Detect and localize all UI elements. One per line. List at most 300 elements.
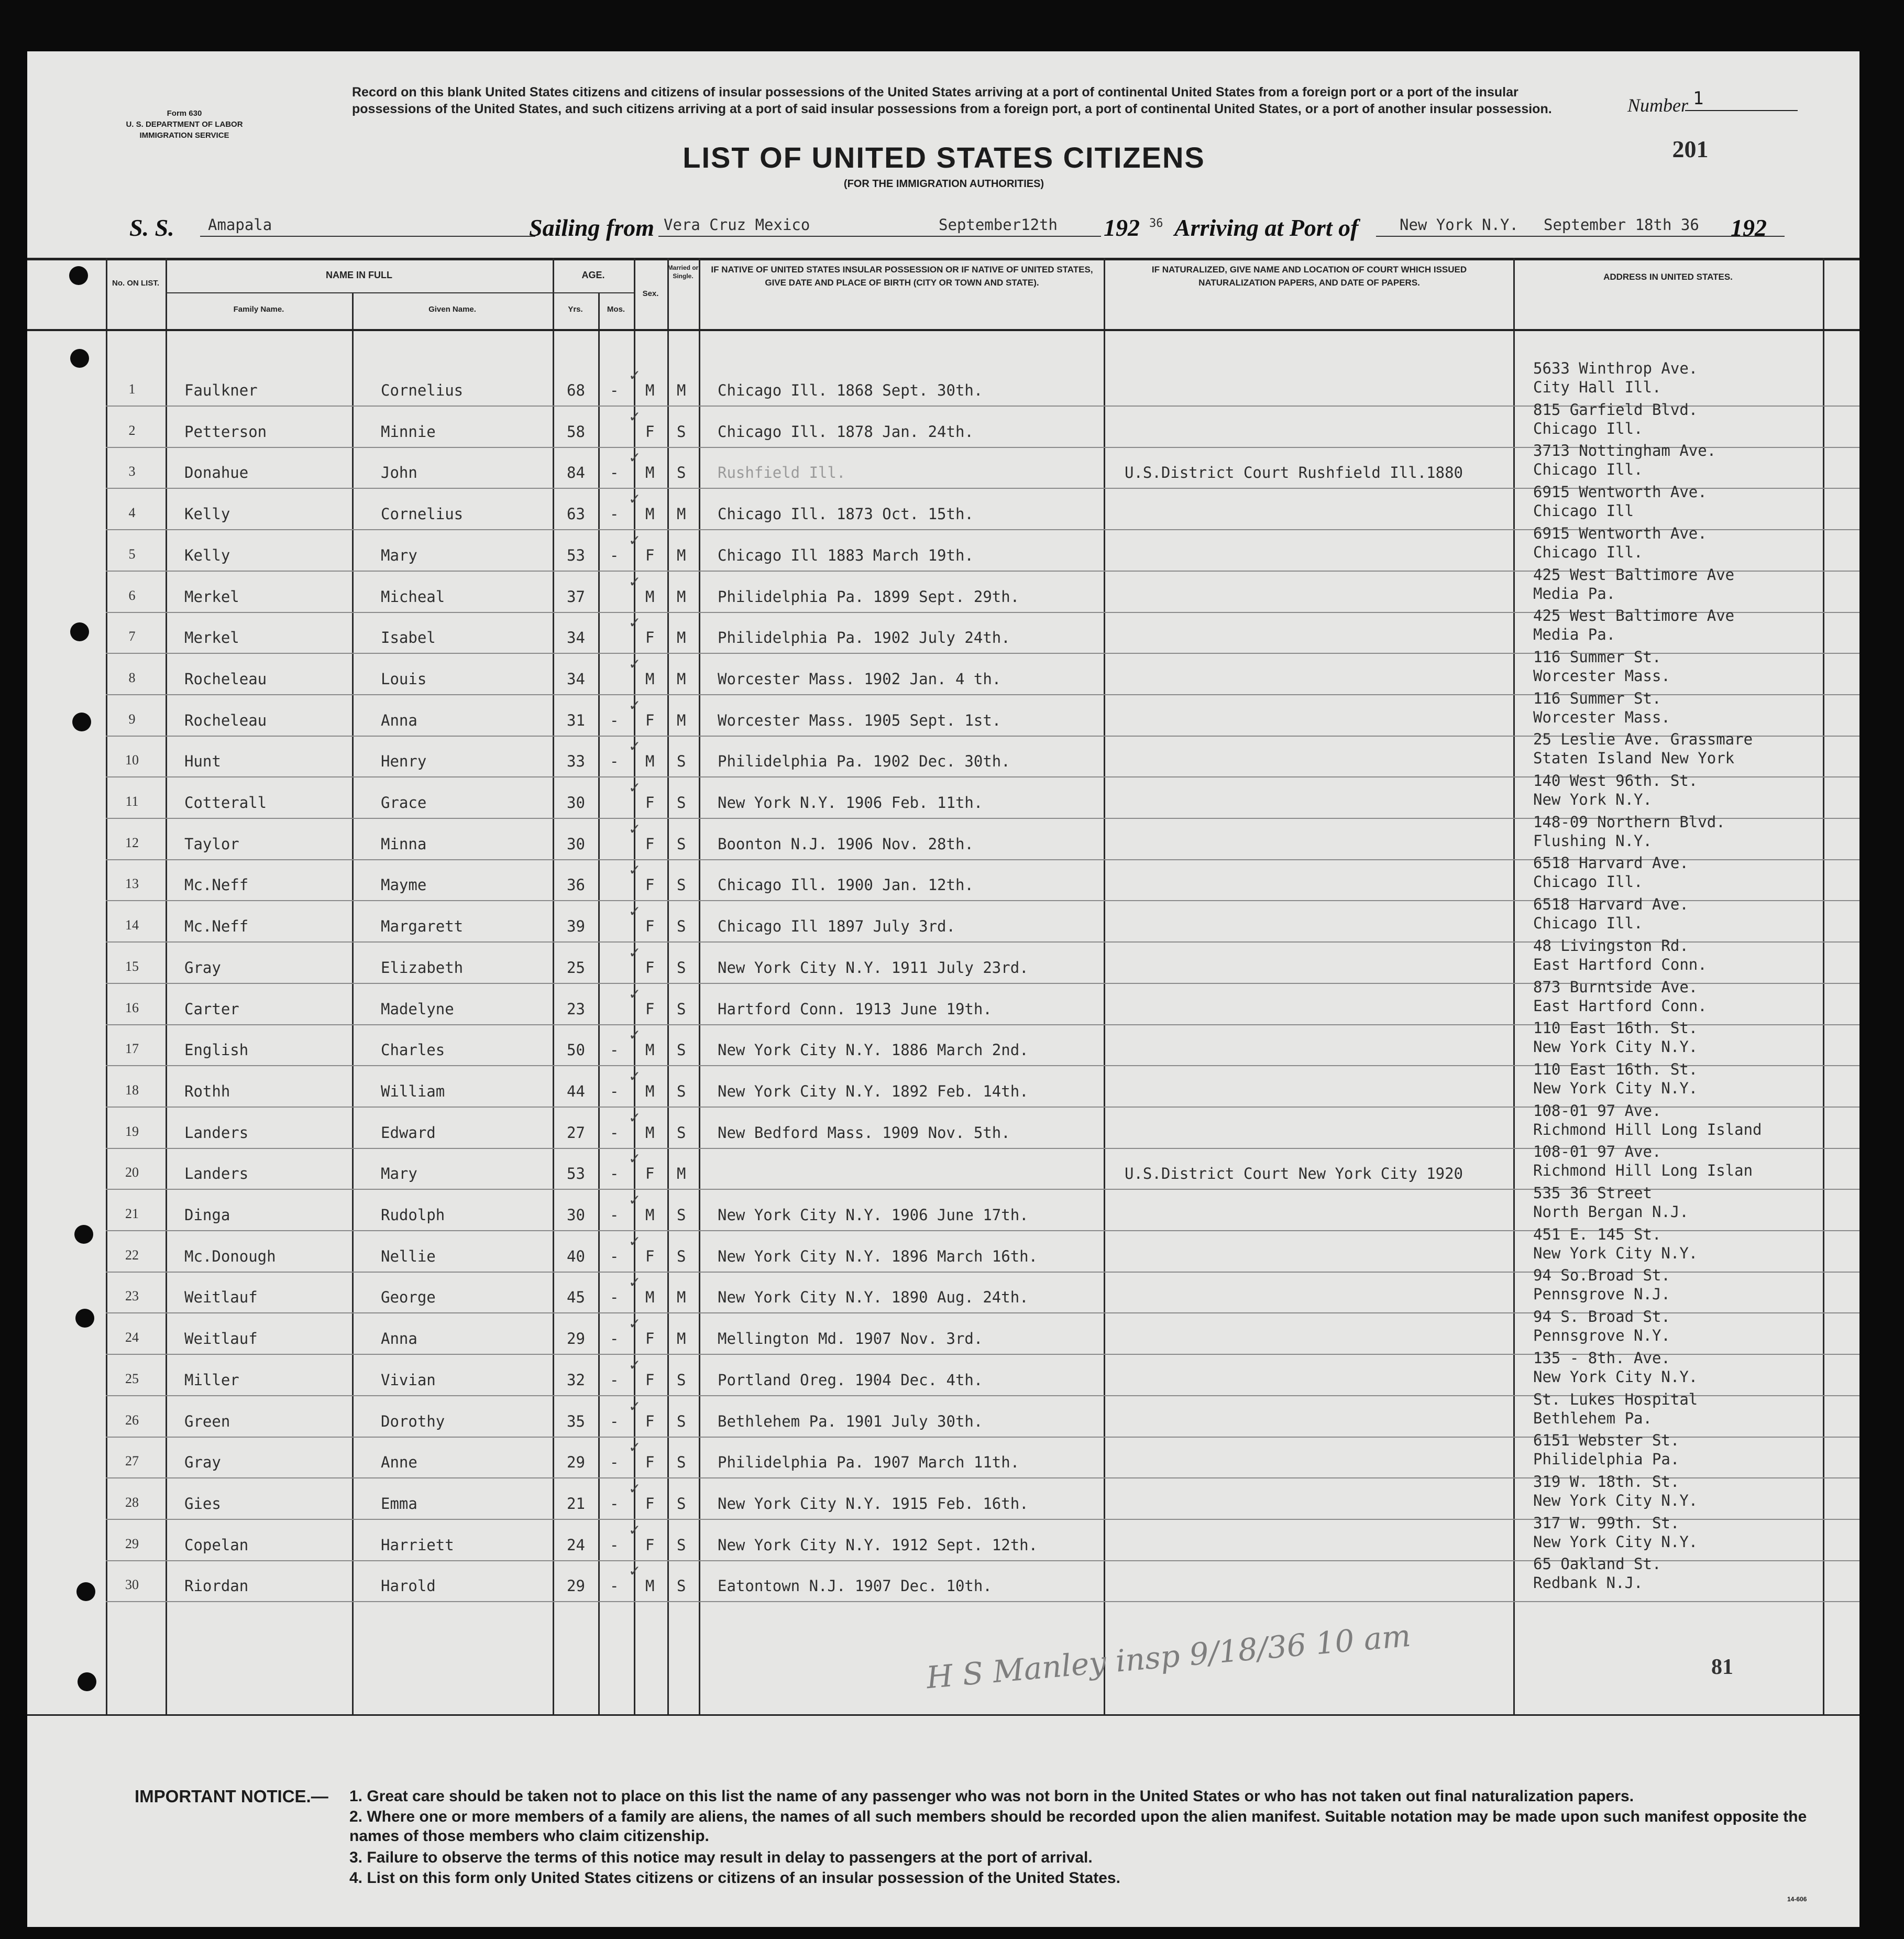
- sex: F: [645, 1165, 655, 1182]
- given-name: George: [381, 1288, 436, 1306]
- family-name: Mc.Neff: [184, 917, 249, 935]
- address-line-2: Worcester Mass.: [1533, 708, 1670, 726]
- age-months: -: [610, 711, 619, 729]
- address-line-2: Chicago Ill.: [1533, 873, 1643, 891]
- stamped-page-number: 201: [1672, 136, 1709, 162]
- marital-status: S: [677, 1082, 686, 1100]
- header-native-birth: IF NATIVE OF UNITED STATES INSULAR POSSESSION OR IF NATIVE OF UNITED STATES, GIVE DATE AND PLACE OF BIRTH (CITY OR TOWN AND STATE).: [711, 265, 1093, 288]
- sex: F: [645, 1247, 655, 1265]
- marital-status: S: [677, 1577, 686, 1595]
- check-mark-icon: ✓: [629, 820, 641, 838]
- age-years: 29: [567, 1330, 585, 1348]
- address-line-2: Chicago Ill.: [1533, 461, 1643, 478]
- age-years: 33: [567, 752, 585, 770]
- family-name: Mc.Neff: [184, 876, 249, 894]
- header-naturalized-court: IF NATURALIZED, GIVE NAME AND LOCATION OF COURT WHICH ISSUED NATURALIZATION PAPERS, AND DATE OF PAPERS.: [1151, 265, 1467, 288]
- sex: M: [645, 752, 655, 770]
- family-name: Weitlauf: [184, 1330, 258, 1348]
- marital-status: S: [677, 1041, 686, 1059]
- check-mark-icon: ✓: [629, 1274, 641, 1291]
- header-sex: Sex.: [642, 289, 659, 298]
- check-mark-icon: ✓: [629, 779, 641, 796]
- address-line-2: Pennsgrove N.Y.: [1533, 1327, 1670, 1344]
- punch-hole: [70, 349, 89, 368]
- address-line-2: New York City N.Y.: [1533, 1244, 1698, 1262]
- address-line-1: 148-09 Northern Blvd.: [1533, 813, 1725, 831]
- address-line-2: Pennsgrove N.J.: [1533, 1285, 1670, 1303]
- birth-place-date: Chicago Ill 1897 July 3rd.: [718, 917, 955, 935]
- sex: F: [645, 1495, 655, 1513]
- sex: F: [645, 1536, 655, 1554]
- age-years: 63: [567, 505, 585, 523]
- form-number: Form 630: [167, 109, 202, 118]
- address-line-2: Media Pa.: [1533, 585, 1616, 602]
- address-line-2: East Hartford Conn.: [1533, 997, 1707, 1015]
- punch-hole: [69, 266, 88, 285]
- address-line-2: Richmond Hill Long Islan: [1533, 1162, 1753, 1179]
- sex: F: [645, 959, 655, 977]
- check-mark-icon: ✓: [629, 408, 641, 425]
- row-number: 2: [128, 423, 136, 438]
- sex: F: [645, 794, 655, 812]
- header-family-name: Family Name.: [233, 305, 284, 314]
- family-name: Merkel: [184, 588, 239, 606]
- age-months: -: [610, 1577, 619, 1595]
- sex: M: [645, 381, 655, 399]
- age-months: -: [610, 752, 619, 770]
- check-mark-icon: ✓: [629, 1150, 641, 1167]
- given-name: Rudolph: [381, 1206, 445, 1224]
- address-line-2: New York N.Y.: [1533, 791, 1652, 808]
- address-line-1: 110 East 16th. St.: [1533, 1060, 1698, 1078]
- address-line-1: 425 West Baltimore Ave: [1533, 566, 1735, 584]
- address-line-2: New York City N.Y.: [1533, 1079, 1698, 1097]
- family-name: Kelly: [184, 546, 230, 564]
- address-line-1: 108-01 97 Ave.: [1533, 1143, 1661, 1160]
- family-name: Weitlauf: [184, 1288, 258, 1306]
- birth-place-date: Philidelphia Pa. 1899 Sept. 29th.: [718, 588, 1020, 606]
- row-number: 11: [125, 794, 139, 809]
- check-mark-icon: ✓: [629, 367, 641, 384]
- address-line-1: 6518 Harvard Ave.: [1533, 895, 1689, 913]
- family-name: Mc.Donough: [184, 1247, 276, 1265]
- marital-status: M: [677, 1165, 686, 1182]
- family-name: Gies: [184, 1495, 221, 1513]
- family-name: Donahue: [184, 464, 249, 481]
- family-name: Rothh: [184, 1082, 230, 1100]
- row-number: 9: [128, 711, 136, 727]
- arriving-label: Arriving at Port of: [1174, 214, 1359, 241]
- birth-place-date: Worcester Mass. 1905 Sept. 1st.: [718, 711, 1001, 729]
- address-line-1: 319 W. 18th. St.: [1533, 1473, 1680, 1491]
- row-number: 25: [125, 1371, 139, 1386]
- given-name: Minnie: [381, 423, 436, 441]
- sex: M: [645, 588, 655, 606]
- birth-place-date: Bethlehem Pa. 1901 July 30th.: [718, 1412, 983, 1430]
- family-name: English: [184, 1041, 249, 1059]
- birth-place-date: Rushfield Ill.: [718, 464, 846, 481]
- address-line-2: Chicago Ill.: [1533, 543, 1643, 561]
- given-name: Charles: [381, 1041, 445, 1059]
- age-months: -: [610, 1206, 619, 1224]
- table-top-rule: [27, 258, 1859, 260]
- punch-hole: [74, 1225, 93, 1244]
- voyage-line: [27, 209, 1859, 250]
- check-mark-icon: ✓: [629, 1068, 641, 1085]
- family-name: Rocheleau: [184, 670, 267, 688]
- age-years: 40: [567, 1247, 585, 1265]
- sex: M: [645, 1124, 655, 1142]
- row-number: 3: [128, 464, 136, 479]
- address-line-1: 535 36 Street: [1533, 1184, 1652, 1202]
- family-name: Landers: [184, 1124, 249, 1142]
- address-line-2: Bethlehem Pa.: [1533, 1409, 1652, 1427]
- birth-place-date: New York City N.Y. 1886 March 2nd.: [718, 1041, 1029, 1059]
- address-line-2: Philidelphia Pa.: [1533, 1450, 1680, 1468]
- family-name: Hunt: [184, 752, 221, 770]
- address-line-2: Media Pa.: [1533, 626, 1616, 643]
- manifest-sheet: [27, 51, 1859, 1927]
- naturalization-court: U.S.District Court New York City 1920: [1125, 1165, 1463, 1182]
- check-mark-icon: ✓: [629, 1315, 641, 1332]
- age-years: 68: [567, 381, 585, 399]
- page-subtitle: (FOR THE IMMIGRATION AUTHORITIES): [843, 178, 1044, 190]
- address-line-2: City Hall Ill.: [1533, 378, 1661, 396]
- birth-place-date: Philidelphia Pa. 1902 July 24th.: [718, 629, 1010, 647]
- row-number: 6: [128, 588, 136, 603]
- birth-place-date: New York City N.Y. 1906 June 17th.: [718, 1206, 1029, 1224]
- row-number: 7: [128, 629, 136, 644]
- given-name: Cornelius: [381, 381, 464, 399]
- birth-place-date: New York City N.Y. 1892 Feb. 14th.: [718, 1082, 1029, 1100]
- age-months: -: [610, 1371, 619, 1389]
- marital-status: M: [677, 629, 686, 647]
- check-mark-icon: ✓: [629, 903, 641, 920]
- marital-status: S: [677, 959, 686, 977]
- sex: F: [645, 917, 655, 935]
- address-line-1: 815 Garfield Blvd.: [1533, 401, 1698, 419]
- address-line-2: Redbank N.J.: [1533, 1574, 1643, 1592]
- check-mark-icon: ✓: [629, 1109, 641, 1126]
- row-rule: [106, 1601, 1859, 1602]
- age-years: 53: [567, 546, 585, 564]
- marital-status: S: [677, 1371, 686, 1389]
- age-months: -: [610, 1041, 619, 1059]
- row-number: 18: [125, 1082, 139, 1098]
- given-name: Minna: [381, 835, 427, 853]
- age-years: 84: [567, 464, 585, 481]
- birth-place-date: Eatontown N.J. 1907 Dec. 10th.: [718, 1577, 992, 1595]
- given-name: Harold: [381, 1577, 436, 1595]
- age-months: -: [610, 1165, 619, 1182]
- age-years: 29: [567, 1453, 585, 1471]
- punch-hole: [72, 713, 91, 731]
- given-name: Anna: [381, 711, 417, 729]
- marital-status: S: [677, 752, 686, 770]
- age-years: 29: [567, 1577, 585, 1595]
- marital-status: S: [677, 1536, 686, 1554]
- notice-item-4: 4. List on this form only United States citizens or citizens of an insular possession of the United States.: [349, 1869, 1120, 1887]
- family-name: Petterson: [184, 423, 267, 441]
- given-name: Edward: [381, 1124, 436, 1142]
- form-instructions: Record on this blank United States citizens and citizens of insular possessions of the United States arriving at a port of continental United States from a foreign port or a port of the insular possessions of the United States, and such citizens arriving at a port of said insular possessions from a foreign port, a port of continental United States, or a port of another insular possession.: [352, 85, 1552, 116]
- sex: M: [645, 1041, 655, 1059]
- birth-place-date: New York City N.Y. 1890 Aug. 24th.: [718, 1288, 1029, 1306]
- age-years: 30: [567, 794, 585, 812]
- address-line-1: 48 Livingston Rd.: [1533, 937, 1689, 955]
- sex: F: [645, 1330, 655, 1348]
- row-number: 16: [125, 1000, 139, 1015]
- check-mark-icon: ✓: [629, 1562, 641, 1580]
- marital-status: S: [677, 1124, 686, 1142]
- ship-name: Amapala: [208, 216, 272, 234]
- header-mos: Mos.: [607, 305, 625, 314]
- passenger-count-annotation: 81: [1711, 1655, 1733, 1679]
- header-address: ADDRESS IN UNITED STATES.: [1603, 272, 1733, 282]
- check-mark-icon: ✓: [629, 573, 641, 590]
- address-line-2: Worcester Mass.: [1533, 667, 1670, 685]
- age-months: -: [610, 505, 619, 523]
- address-line-2: Flushing N.Y.: [1533, 832, 1652, 850]
- sex: F: [645, 629, 655, 647]
- sex: F: [645, 423, 655, 441]
- age-months: -: [610, 1412, 619, 1430]
- year-prefix-sailing: 192: [1104, 214, 1140, 241]
- given-name: Madelyne: [381, 1000, 454, 1018]
- marital-status: M: [677, 588, 686, 606]
- sex: F: [645, 876, 655, 894]
- age-years: 36: [567, 876, 585, 894]
- marital-status: S: [677, 1247, 686, 1265]
- inspector-signature: H S Manley insp 9/18/36 10 am: [925, 1617, 1412, 1696]
- birth-place-date: Portland Oreg. 1904 Dec. 4th.: [718, 1371, 983, 1389]
- year-suffix-sailing: 36: [1149, 217, 1163, 230]
- check-mark-icon: ✓: [629, 449, 641, 466]
- given-name: Nellie: [381, 1247, 436, 1265]
- check-mark-icon: ✓: [629, 985, 641, 1003]
- check-mark-icon: ✓: [629, 944, 641, 961]
- birth-place-date: Chicago Ill 1883 March 19th.: [718, 546, 974, 564]
- birth-place-date: New York City N.Y. 1915 Feb. 16th.: [718, 1495, 1029, 1513]
- family-name: Green: [184, 1412, 230, 1430]
- age-years: 45: [567, 1288, 585, 1306]
- given-name: Harriett: [381, 1536, 454, 1554]
- address-line-2: Richmond Hill Long Island: [1533, 1121, 1762, 1138]
- given-name: Anne: [381, 1453, 417, 1471]
- check-mark-icon: ✓: [629, 738, 641, 755]
- marital-status: S: [677, 1453, 686, 1471]
- age-years: 50: [567, 1041, 585, 1059]
- sailing-from-label: Sailing from: [529, 214, 655, 241]
- given-name: Mary: [381, 1165, 417, 1182]
- address-line-1: 94 So.Broad St.: [1533, 1266, 1670, 1284]
- marital-status: S: [677, 835, 686, 853]
- age-months: -: [610, 381, 619, 399]
- check-mark-icon: ✓: [629, 1026, 641, 1044]
- age-years: 34: [567, 670, 585, 688]
- punch-hole: [75, 1309, 94, 1328]
- marital-status: S: [677, 917, 686, 935]
- address-line-2: New York City N.Y.: [1533, 1492, 1698, 1509]
- address-line-1: 5633 Winthrop Ave.: [1533, 359, 1698, 377]
- address-line-1: 317 W. 99th. St.: [1533, 1514, 1680, 1532]
- family-name: Faulkner: [184, 381, 258, 399]
- age-months: -: [610, 1082, 619, 1100]
- address-line-1: 425 West Baltimore Ave: [1533, 607, 1735, 625]
- marital-status: S: [677, 876, 686, 894]
- given-name: Louis: [381, 670, 427, 688]
- ship-label: S. S.: [129, 214, 174, 241]
- address-line-1: 65 Oakland St.: [1533, 1555, 1661, 1573]
- address-line-1: 94 S. Broad St.: [1533, 1308, 1670, 1325]
- birth-place-date: Hartford Conn. 1913 June 19th.: [718, 1000, 992, 1018]
- row-number: 13: [125, 876, 139, 891]
- age-years: 23: [567, 1000, 585, 1018]
- sex: F: [645, 546, 655, 564]
- service-name: IMMIGRATION SERVICE: [139, 131, 229, 140]
- age-years: 37: [567, 588, 585, 606]
- age-months: -: [610, 1288, 619, 1306]
- family-name: Landers: [184, 1165, 249, 1182]
- header-yrs: Yrs.: [568, 305, 583, 314]
- check-mark-icon: ✓: [629, 614, 641, 631]
- row-number: 17: [125, 1041, 139, 1056]
- given-name: Vivian: [381, 1371, 436, 1389]
- marital-status: S: [677, 1495, 686, 1513]
- row-number: 22: [125, 1247, 139, 1263]
- age-years: 58: [567, 423, 585, 441]
- address-line-1: 873 Burntside Ave.: [1533, 978, 1698, 996]
- sex: M: [645, 505, 655, 523]
- birth-place-date: Mellington Md. 1907 Nov. 3rd.: [718, 1330, 983, 1348]
- row-number: 19: [125, 1124, 139, 1139]
- sailing-date: September12th: [939, 216, 1058, 234]
- age-years: 27: [567, 1124, 585, 1142]
- family-name: Gray: [184, 959, 221, 977]
- row-number: 21: [125, 1206, 139, 1221]
- form-identifier: [106, 108, 263, 141]
- address-line-1: 6151 Webster St.: [1533, 1431, 1680, 1449]
- age-years: 44: [567, 1082, 585, 1100]
- address-line-1: 116 Summer St.: [1533, 648, 1661, 666]
- address-line-1: 3713 Nottingham Ave.: [1533, 442, 1716, 459]
- header-given-name: Given Name.: [428, 305, 476, 314]
- sex: M: [645, 1288, 655, 1306]
- check-mark-icon: ✓: [629, 1398, 641, 1415]
- birth-place-date: New York City N.Y. 1912 Sept. 12th.: [718, 1536, 1038, 1554]
- punch-hole: [70, 622, 89, 641]
- birth-place-date: Chicago Ill. 1900 Jan. 12th.: [718, 876, 974, 894]
- check-mark-icon: ✓: [629, 655, 641, 673]
- address-line-1: 135 - 8th. Ave.: [1533, 1349, 1670, 1367]
- family-name: Gray: [184, 1453, 221, 1471]
- birth-place-date: Philidelphia Pa. 1907 March 11th.: [718, 1453, 1020, 1471]
- row-number: 29: [125, 1536, 139, 1551]
- birth-place-date: Boonton N.J. 1906 Nov. 28th.: [718, 835, 974, 853]
- given-name: Emma: [381, 1495, 417, 1513]
- age-years: 39: [567, 917, 585, 935]
- check-mark-icon: ✓: [629, 861, 641, 879]
- address-line-1: 116 Summer St.: [1533, 689, 1661, 707]
- check-mark-icon: ✓: [629, 1191, 641, 1209]
- row-number: 10: [125, 752, 139, 768]
- marital-status: M: [677, 1288, 686, 1306]
- sex: M: [645, 464, 655, 481]
- marital-status: S: [677, 464, 686, 481]
- given-name: Mayme: [381, 876, 427, 894]
- family-name: Miller: [184, 1371, 239, 1389]
- check-mark-icon: ✓: [629, 1356, 641, 1374]
- address-line-2: Chicago Ill.: [1533, 914, 1643, 932]
- naturalization-court: U.S.District Court Rushfield Ill.1880: [1125, 464, 1463, 481]
- age-years: 35: [567, 1412, 585, 1430]
- row-number: 28: [125, 1495, 139, 1510]
- year-prefix-arriving: 192: [1731, 214, 1767, 241]
- given-name: Anna: [381, 1330, 417, 1348]
- list-number-underline: [1685, 110, 1798, 111]
- age-years: 53: [567, 1165, 585, 1182]
- address-line-2: East Hartford Conn.: [1533, 956, 1707, 973]
- address-line-2: Staten Island New York: [1533, 749, 1735, 767]
- birth-place-date: Chicago Ill. 1873 Oct. 15th.: [718, 505, 974, 523]
- address-line-1: 140 West 96th. St.: [1533, 772, 1698, 790]
- check-mark-icon: ✓: [629, 1233, 641, 1250]
- given-name: John: [381, 464, 417, 481]
- address-line-2: New York City N.Y.: [1533, 1038, 1698, 1056]
- sex: M: [645, 1082, 655, 1100]
- punch-hole: [78, 1672, 96, 1691]
- list-number-value: 1: [1693, 88, 1704, 109]
- row-number: 30: [125, 1577, 139, 1592]
- check-mark-icon: ✓: [629, 532, 641, 549]
- sex: M: [645, 670, 655, 688]
- header-name-in-full: NAME IN FULL: [326, 270, 392, 280]
- given-name: Grace: [381, 794, 427, 812]
- age-years: 24: [567, 1536, 585, 1554]
- notice-title: IMPORTANT NOTICE.—: [135, 1787, 328, 1806]
- row-number: 24: [125, 1330, 139, 1345]
- birth-place-date: Philidelphia Pa. 1902 Dec. 30th.: [718, 752, 1010, 770]
- arriving-date: September 18th 36: [1544, 216, 1699, 234]
- birth-place-date: New York City N.Y. 1896 March 16th.: [718, 1247, 1038, 1265]
- marital-status: M: [677, 381, 686, 399]
- given-name: Henry: [381, 752, 427, 770]
- address-line-1: 110 East 16th. St.: [1533, 1019, 1698, 1037]
- address-line-1: 108-01 97 Ave.: [1533, 1102, 1661, 1120]
- row-number: 12: [125, 835, 139, 850]
- marital-status: S: [677, 1206, 686, 1224]
- arriving-port: New York N.Y.: [1400, 216, 1518, 234]
- marital-status: M: [677, 711, 686, 729]
- marital-status: S: [677, 1412, 686, 1430]
- age-months: -: [610, 1453, 619, 1471]
- header-age: AGE.: [581, 270, 605, 280]
- birth-place-date: New Bedford Mass. 1909 Nov. 5th.: [718, 1124, 1010, 1142]
- address-line-1: 6915 Wentworth Ave.: [1533, 524, 1707, 542]
- age-years: 34: [567, 629, 585, 647]
- row-number: 26: [125, 1412, 139, 1428]
- given-name: Dorothy: [381, 1412, 445, 1430]
- family-name: Kelly: [184, 505, 230, 523]
- check-mark-icon: ✓: [629, 1439, 641, 1456]
- address-line-2: North Bergan N.J.: [1533, 1203, 1689, 1221]
- birth-place-date: Chicago Ill. 1868 Sept. 30th.: [718, 381, 983, 399]
- marital-status: S: [677, 794, 686, 812]
- sex: F: [645, 1371, 655, 1389]
- family-name: Carter: [184, 1000, 239, 1018]
- row-number: 27: [125, 1453, 139, 1469]
- row-number: 5: [128, 546, 136, 562]
